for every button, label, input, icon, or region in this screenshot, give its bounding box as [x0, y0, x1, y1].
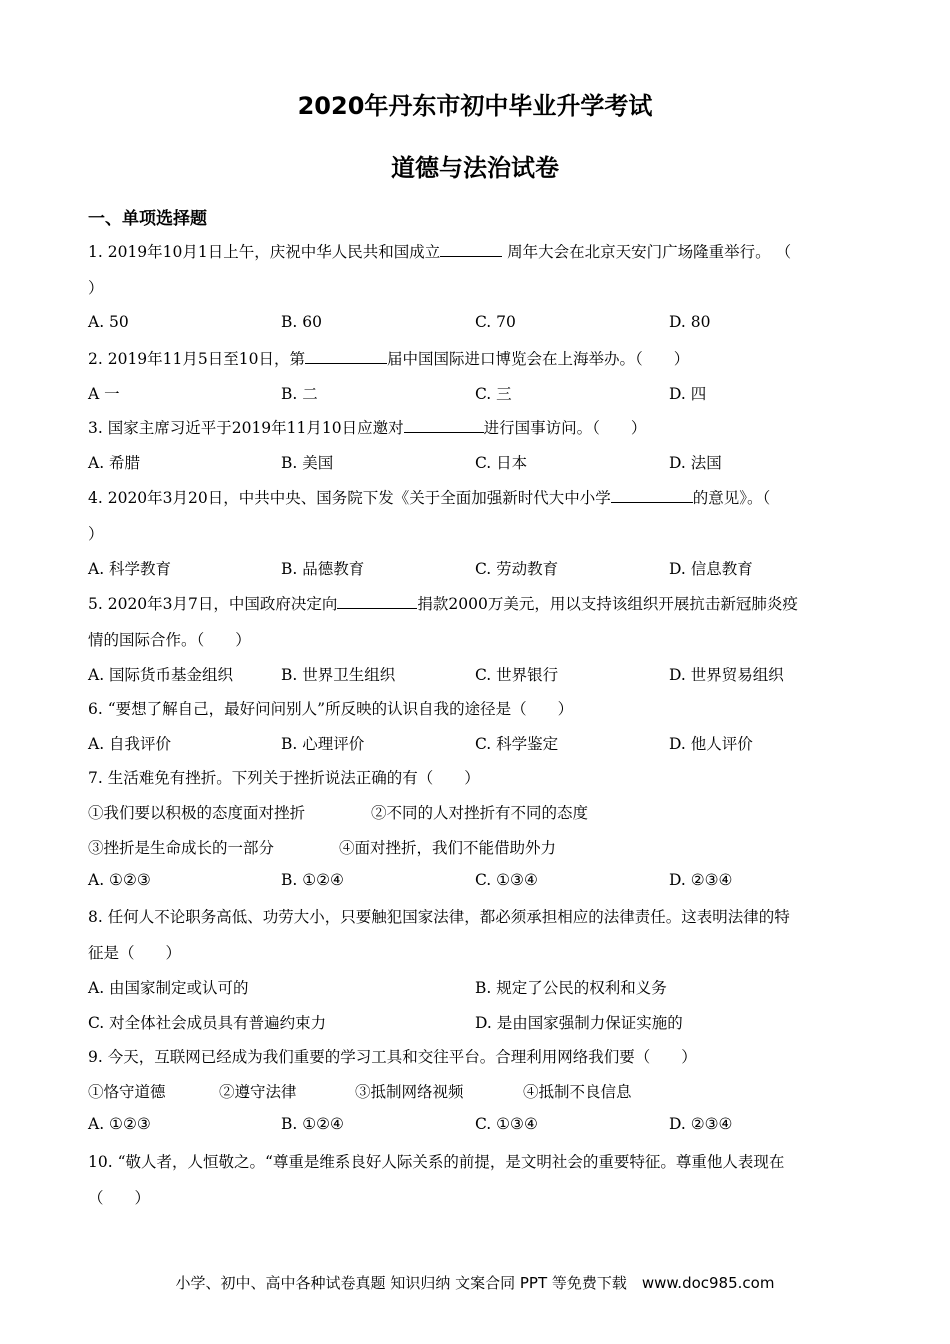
option-b: B. ①②④: [281, 871, 344, 889]
question-8: 8. 任何人不论职务高低、功劳大小，只要触犯国家法律，都必须承担相应的法律责任。这表明法律的特: [88, 908, 790, 926]
option-d: D. 四: [669, 385, 707, 403]
answer-blank: [337, 596, 417, 609]
option-b: B. 世界卫生组织: [281, 666, 396, 684]
question-4-text: 4. 2020年3月20日，中共中央、国务院下发《关于全面加强新时代大中小学: [88, 489, 611, 507]
option-d: D. 信息教育: [669, 560, 753, 578]
option-a: A 一: [88, 385, 120, 403]
section-heading: 一、单项选择题: [88, 209, 207, 229]
option-c: C. ①③④: [475, 1115, 538, 1133]
option-b: B. 品德教育: [281, 560, 365, 578]
option-a: A. 国际货币基金组织: [88, 666, 234, 684]
option-a: A. ①②③: [88, 871, 151, 889]
option-c: C. 劳动教育: [475, 560, 559, 578]
question-5-text-end: 捐款2000万美元，用以支持该组织开展抗击新冠肺炎疫: [417, 595, 798, 613]
answer-blank: [305, 351, 387, 364]
option-c: C. 日本: [475, 454, 528, 472]
statement-1: ①我们要以积极的态度面对挫折: [88, 804, 306, 822]
option-a: A. 科学教育: [88, 560, 172, 578]
option-d: D. 80: [669, 313, 711, 331]
option-b: B. 美国: [281, 454, 334, 472]
option-b: B. 规定了公民的权利和义务: [475, 979, 667, 997]
question-10-cont: （ ）: [88, 1189, 151, 1207]
statement-3: ③挫折是生命成长的一部分: [88, 839, 275, 857]
option-d: D. ②③④: [669, 871, 733, 889]
option-c: C. 世界银行: [475, 666, 559, 684]
option-d: D. 是由国家强制力保证实施的: [475, 1014, 683, 1032]
question-7: 7. 生活难免有挫折。下列关于挫折说法正确的有（ ）: [88, 769, 480, 787]
answer-blank: [611, 490, 693, 503]
statement-4: ④抵制不良信息: [523, 1083, 632, 1101]
question-2: [88, 347, 689, 369]
option-a: A. 希腊: [88, 454, 141, 472]
option-d: D. 世界贸易组织: [669, 666, 784, 684]
question-2-text-end: 届中国国际进口博览会在上海举办。（ ）: [386, 350, 690, 368]
statement-2: ②遵守法律: [219, 1083, 297, 1101]
question-4: [88, 486, 770, 508]
question-3: [88, 416, 646, 438]
option-a: A. 自我评价: [88, 735, 172, 753]
option-c: C. ①③④: [475, 871, 538, 889]
question-8-cont: 征是（ ）: [88, 944, 182, 962]
question-4-cont: ）: [88, 525, 104, 543]
option-b: B. ①②④: [281, 1115, 344, 1133]
question-6: 6. “要想了解自己，最好问问别人”所反映的认识自我的途径是（ ）: [88, 700, 574, 718]
question-5-text: 5. 2020年3月7日，中国政府决定向: [88, 595, 338, 613]
question-3-text-end: 进行国事访问。（ ）: [483, 419, 647, 437]
option-a: A. 50: [88, 313, 129, 331]
option-d: D. 他人评价: [669, 735, 753, 753]
option-b: B. 心理评价: [281, 735, 365, 753]
question-1: [88, 240, 791, 262]
option-c: C. 三: [475, 385, 512, 403]
option-b: B. 60: [281, 313, 322, 331]
option-d: D. ②③④: [669, 1115, 733, 1133]
answer-blank: [440, 244, 502, 257]
statement-4: ④面对挫折，我们不能借助外力: [339, 839, 557, 857]
option-b: B. 二: [281, 385, 318, 403]
question-5-cont: 情的国际合作。（ ）: [88, 631, 251, 649]
question-2-text: 2. 2019年11月5日至10日，第: [88, 350, 305, 368]
page-footer: 小学、初中、高中各种试卷真题 知识归纳 文案合同 PPT 等免费下载 www.doc985.com: [175, 1274, 775, 1292]
question-1-text: 1. 2019年10月1日上午，庆祝中华人民共和国成立: [88, 243, 441, 261]
exam-subtitle: 道德与法治试卷: [391, 154, 559, 182]
option-a: A. 由国家制定或认可的: [88, 979, 249, 997]
question-10: 10. “敬人者，人恒敬之。“尊重是维系良好人际关系的前提，是文明社会的重要特征。尊重他人表现在: [88, 1153, 785, 1171]
exam-title: 2020年丹东市初中毕业升学考试: [297, 92, 653, 120]
question-4-text-end: 的意见》。（: [692, 489, 771, 507]
option-c: C. 对全体社会成员具有普遍约束力: [88, 1014, 327, 1032]
question-9: 9. 今天，互联网已经成为我们重要的学习工具和交往平台。合理利用网络我们要（ ）: [88, 1048, 697, 1066]
answer-blank: [404, 420, 484, 433]
option-a: A. ①②③: [88, 1115, 151, 1133]
statement-2: ②不同的人对挫折有不同的态度: [371, 804, 589, 822]
question-1-cont: ）: [88, 279, 104, 297]
statement-3: ③抵制网络视频: [355, 1083, 464, 1101]
option-d: D. 法国: [669, 454, 722, 472]
question-5: [88, 592, 798, 614]
statement-1: ①恪守道德: [88, 1083, 166, 1101]
option-c: C. 70: [475, 313, 516, 331]
option-c: C. 科学鉴定: [475, 735, 559, 753]
question-1-text-end: 周年大会在北京天安门广场隆重举行。 （: [502, 243, 792, 261]
question-3-text: 3. 国家主席习近平于2019年11月10日应邀对: [88, 419, 404, 437]
